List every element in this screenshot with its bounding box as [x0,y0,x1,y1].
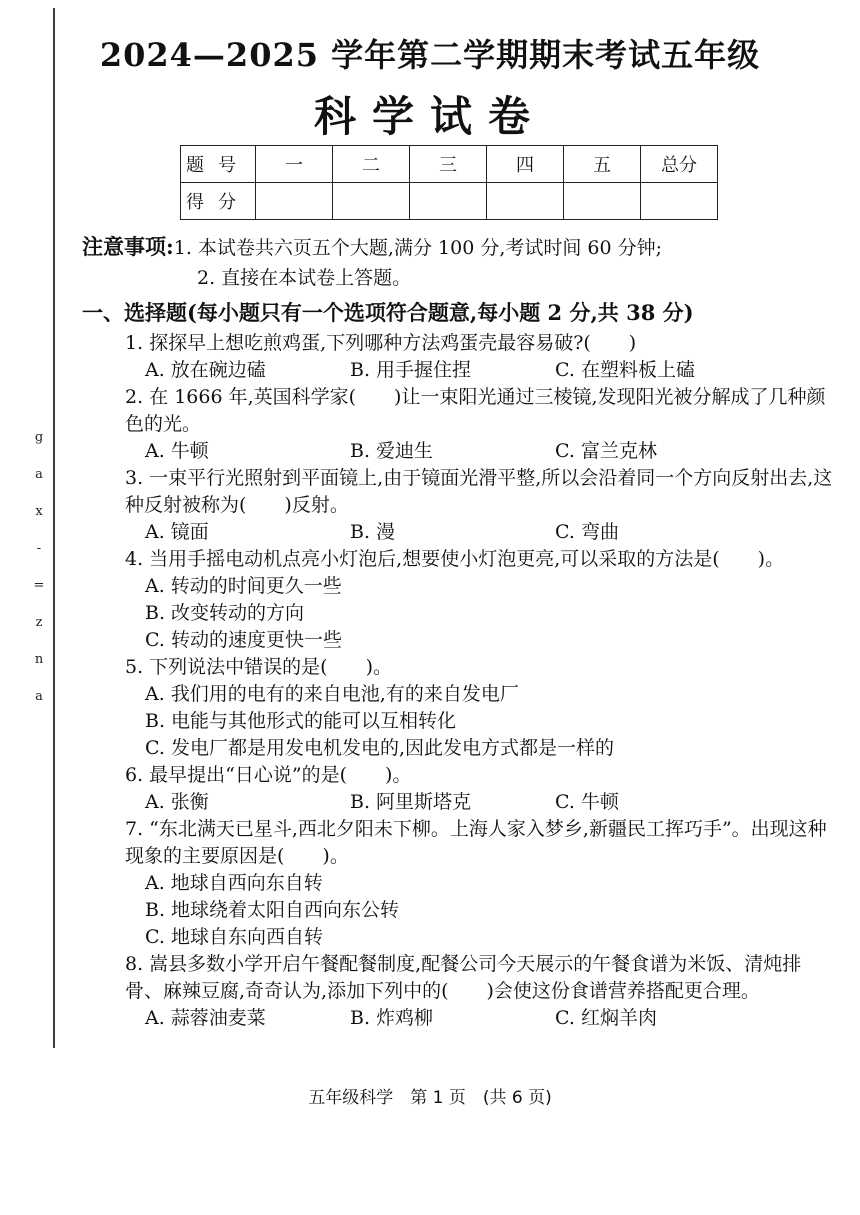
option: C. 红焖羊肉 [555,1007,657,1029]
score-cell[interactable] [641,183,718,220]
options-row [125,357,835,384]
score-table-column: 三 [410,146,487,183]
margin-mark: - [36,541,42,556]
margin-mark: z [35,615,43,630]
notice-item: 1. 本试卷共六页五个大题,满分 100 分,考试时间 60 分钟; [173,237,663,259]
options-row [125,519,835,546]
option: A. 张衡 [145,791,209,813]
option: C. 发电厂都是用发电机发电的,因此发电方式都是一样的 [145,737,614,759]
score-table-header-row [181,146,718,183]
score-table-row-label: 题号 [181,146,256,183]
page-footer: 五年级科学 第 1 页 (共 6 页) [308,1088,552,1108]
question-text: 1. 探探早上想吃煎鸡蛋,下列哪种方法鸡蛋壳最容易破?( ) [125,332,637,354]
exam-title: 2024—2025 学年第二学期期末考试五年级 [99,36,761,74]
score-table [180,145,718,220]
options-row [125,789,835,816]
option: A. 牛顿 [145,440,209,462]
option: B. 改变转动的方向 [145,602,305,624]
option: B. 阿里斯塔克 [350,791,472,813]
score-cell[interactable] [487,183,564,220]
binding-margin-line [53,8,55,1048]
option: B. 炸鸡柳 [350,1007,434,1029]
question [125,330,835,384]
margin-mark: a [35,467,43,482]
score-cell[interactable] [564,183,641,220]
question-text: 4. 当用手摇电动机点亮小灯泡后,想要使小灯泡更亮,可以采取的方法是( )。 [125,548,785,570]
score-table-column: 一 [256,146,333,183]
option: B. 电能与其他形式的能可以互相转化 [145,710,457,732]
score-table-column: 二 [333,146,410,183]
question [125,951,835,1032]
question-text: 5. 下列说法中错误的是( )。 [125,656,392,678]
binding-margin-marks [30,430,48,704]
score-table-score-row [181,183,718,220]
margin-mark: n [34,652,44,667]
option: B. 漫 [350,521,396,543]
question-list [125,330,835,1032]
notice-line-1 [82,232,662,263]
option: C. 弯曲 [555,521,619,543]
option: A. 镜面 [145,521,209,543]
option: C. 富兰克林 [555,440,657,462]
option: B. 地球绕着太阳自西向东公转 [145,899,400,921]
margin-mark: x [35,504,43,519]
options-row [125,1005,835,1032]
question [125,546,835,654]
question-text: 2. 在 1666 年,英国科学家( )让一束阳光通过三棱镜,发现阳光被分解成了几种颜色的光。 [125,386,826,435]
notice-item: 2. 直接在本试卷上答题。 [197,267,412,289]
notice-block [82,232,662,293]
section-title: 一、选择题(每小题只有一个选项符合题意,每小题 2 分,共 38 分) [82,300,694,325]
score-cell[interactable] [333,183,410,220]
score-table-column: 总分 [641,146,718,183]
question-text: 7. “东北满天已星斗,西北夕阳未下柳。上海人家入梦乡,新疆民工挥巧手”。出现这种现象的主要原因是( )。 [125,818,827,867]
question [125,465,835,546]
score-table-row-label: 得分 [181,183,256,220]
question [125,762,835,816]
margin-mark: g [34,430,44,445]
question-text: 6. 最早提出“日心说”的是( )。 [125,764,412,786]
notice-label: 注意事项: [82,234,174,259]
score-cell[interactable] [410,183,487,220]
question [125,384,835,465]
score-table-column: 五 [564,146,641,183]
exam-subject-title: 科学试卷 [313,92,546,141]
option: A. 转动的时间更久一些 [145,575,342,597]
margin-mark: = [33,578,45,593]
option: A. 地球自西向东自转 [145,872,323,894]
options-row [125,438,835,465]
option: B. 用手握住捏 [350,359,472,381]
question-text: 3. 一束平行光照射到平面镜上,由于镜面光滑平整,所以会沿着同一个方向反射出去,这种反射被称为( )反射。 [125,467,833,516]
option: A. 我们用的电有的来自电池,有的来自发电厂 [145,683,519,705]
score-cell[interactable] [256,183,333,220]
question [125,654,835,762]
option: C. 在塑料板上磕 [555,359,695,381]
option: A. 蒜蓉油麦菜 [145,1007,266,1029]
margin-mark: a [35,689,43,704]
option: C. 牛顿 [555,791,619,813]
score-table-column: 四 [487,146,564,183]
option: B. 爱迪生 [350,440,434,462]
question-text: 8. 嵩县多数小学开启午餐配餐制度,配餐公司今天展示的午餐食谱为米饭、清炖排骨、麻辣豆腐,奇奇认为,添加下列中的( )会使这份食谱营养搭配更合理。 [125,953,802,1002]
option: A. 放在碗边磕 [145,359,266,381]
option: C. 地球自东向西自转 [145,926,323,948]
question [125,816,835,951]
option: C. 转动的速度更快一些 [145,629,342,651]
